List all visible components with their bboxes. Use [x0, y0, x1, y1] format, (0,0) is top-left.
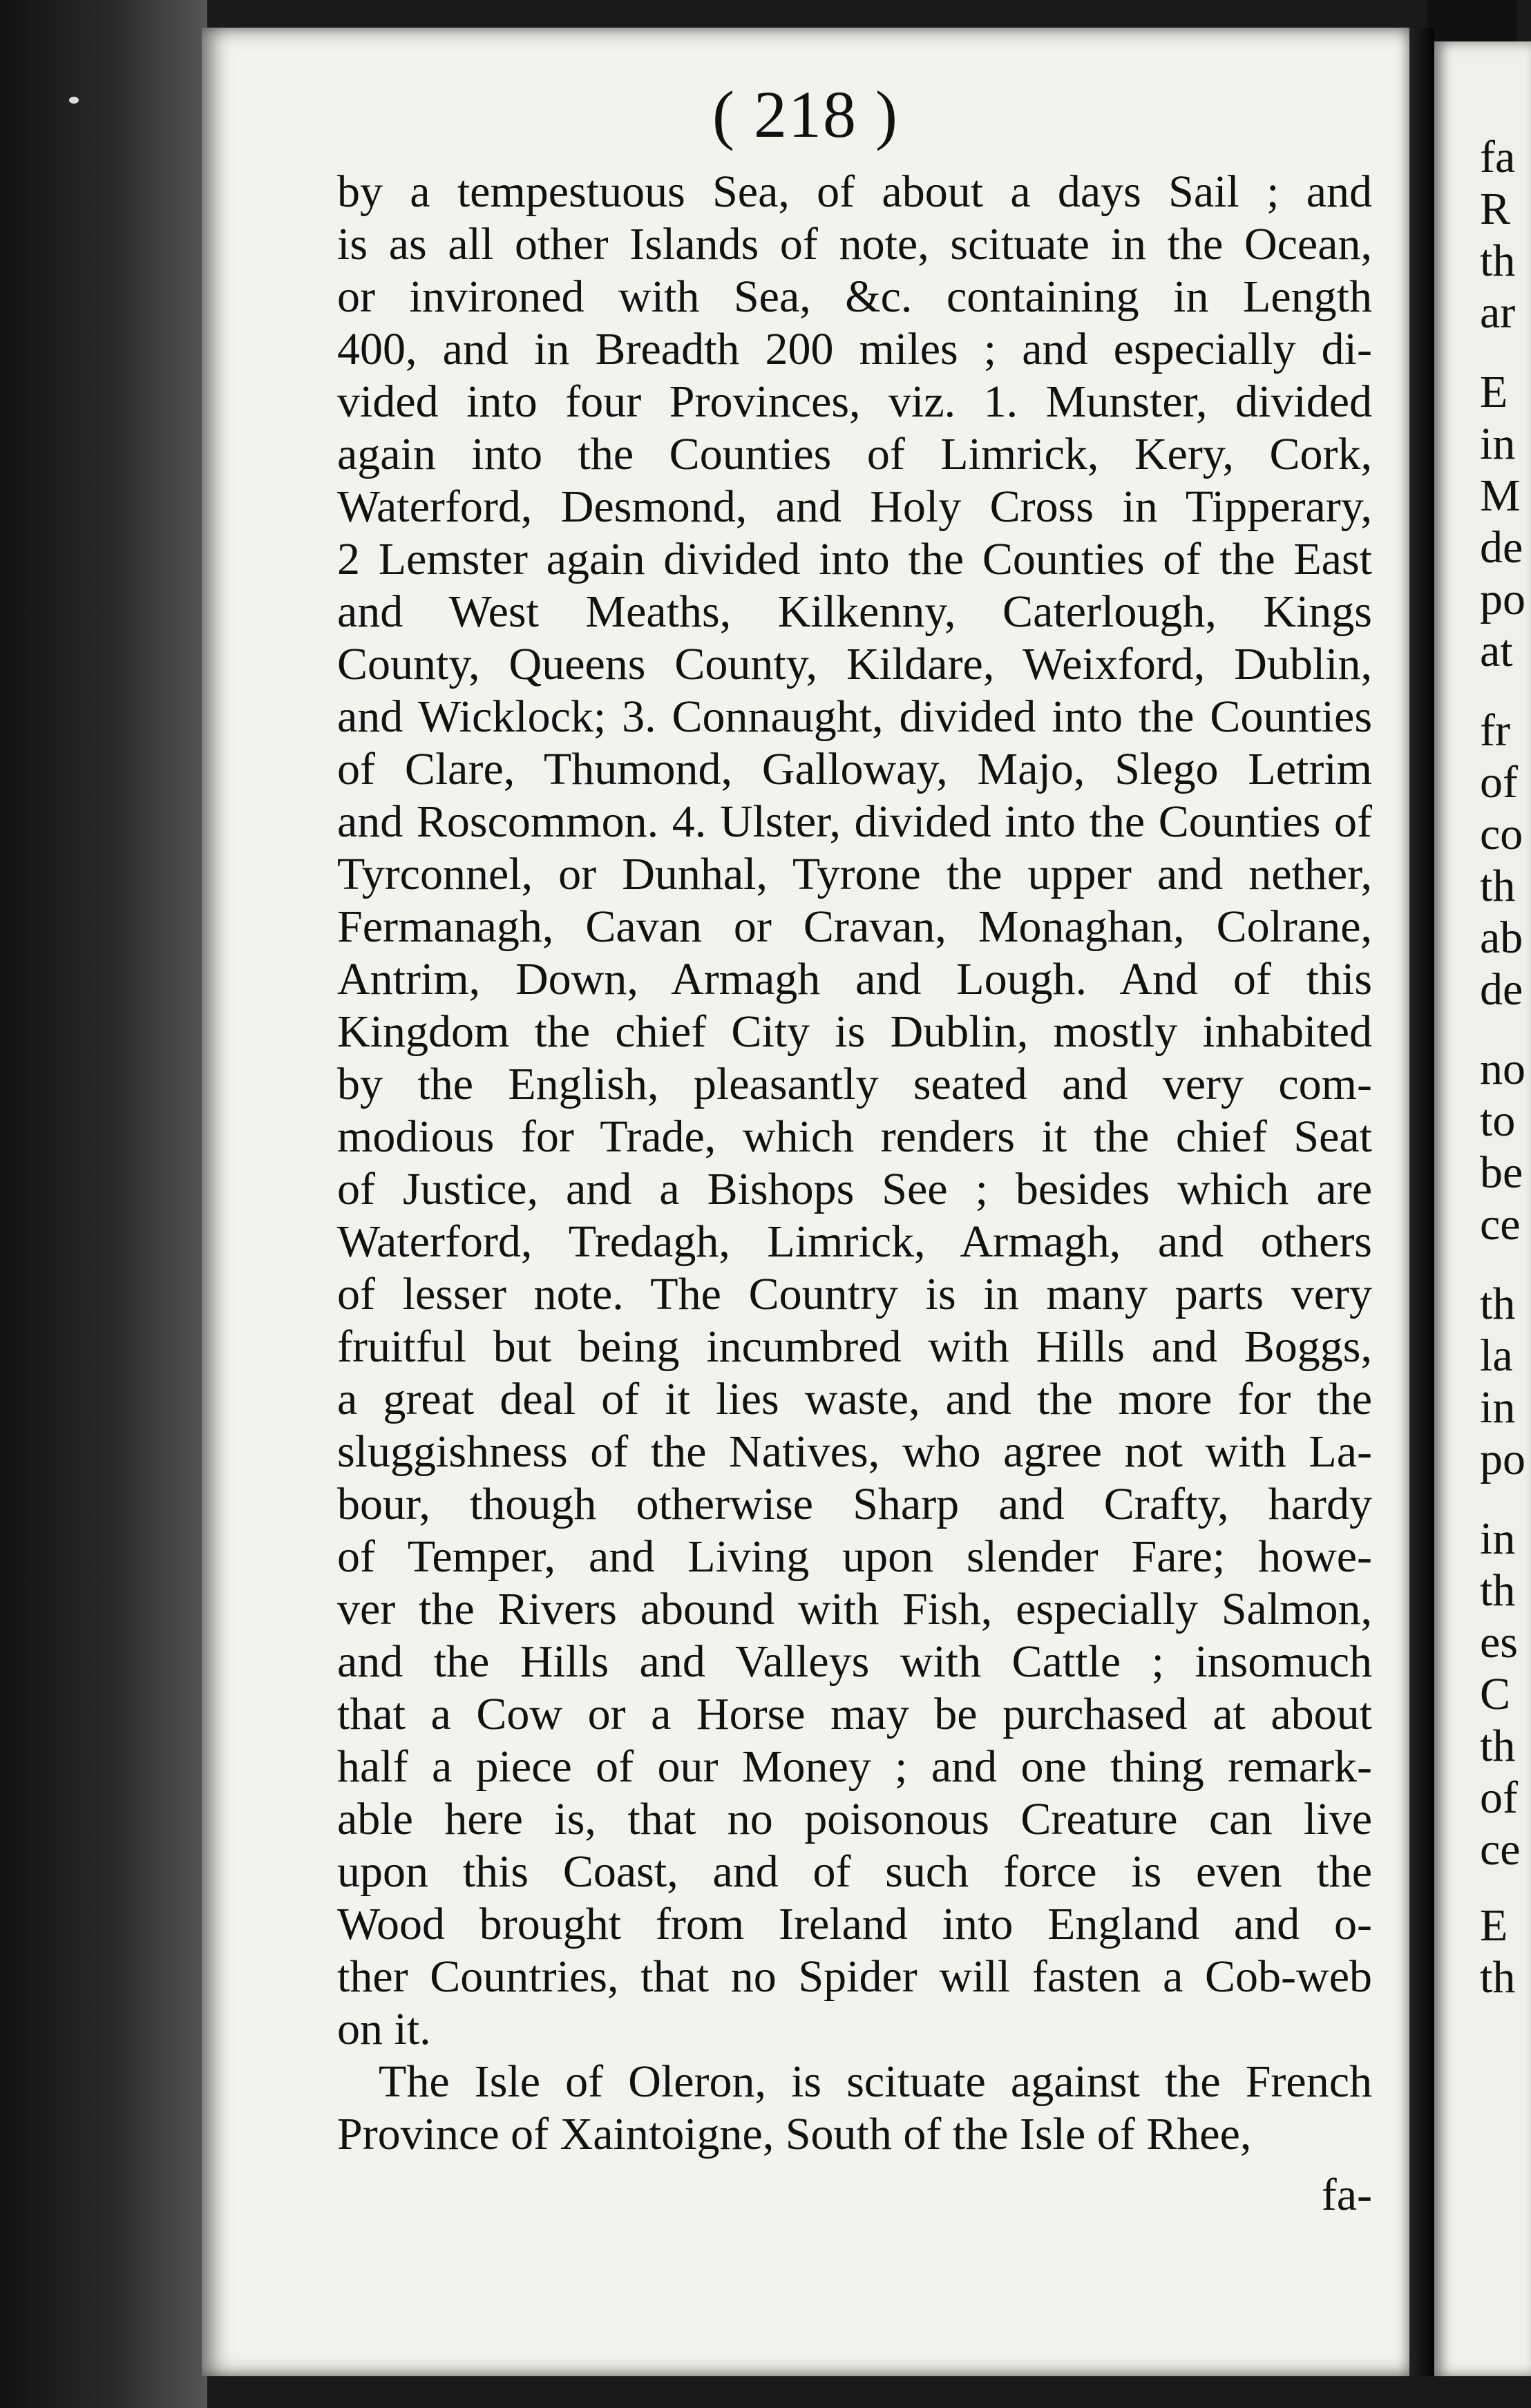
facing-page-fragment: th	[1480, 861, 1516, 911]
text-line: Wood brought from Ireland into England and o-	[337, 1899, 1372, 1949]
facing-page-fragment: be	[1480, 1147, 1523, 1198]
text-line: half a piece of our Money ; and one thing remark-	[337, 1741, 1372, 1792]
facing-page-fragment: of	[1480, 757, 1518, 808]
text-line: or invironed with Sea, &c. containing in Length	[337, 271, 1372, 322]
text-line: and Roscommon. 4. Ulster, divided into the Counties of	[337, 796, 1372, 847]
facing-page-fragment: M	[1480, 470, 1521, 521]
facing-page-fragment: th	[1480, 1565, 1516, 1616]
facing-page-fragment: th	[1480, 1952, 1516, 2003]
facing-page-fragment: po	[1480, 1434, 1525, 1484]
facing-page-fragment: la	[1480, 1330, 1513, 1381]
text-line: is as all other Islands of note, scituate in the Ocean,	[337, 219, 1372, 269]
text-line: Tyrconnel, or Dunhal, Tyrone the upper and nether,	[337, 849, 1372, 899]
facing-page-fragment: th	[1480, 236, 1516, 286]
page-number: ( 218 )	[712, 77, 899, 151]
facing-page-fragment: in	[1480, 1382, 1516, 1433]
text-line: Fermanagh, Cavan or Cravan, Monaghan, Colrane,	[337, 901, 1372, 952]
facing-page-fragment: ab	[1480, 912, 1523, 963]
text-line: of Temper, and Living upon slender Fare; howe-	[337, 1531, 1372, 1582]
text-line: of Justice, and a Bishops See ; besides which are	[337, 1164, 1372, 1214]
text-line: on it.	[337, 2004, 431, 2054]
facing-page-fragment: of	[1480, 1772, 1518, 1823]
text-line: Province of Xaintoigne, South of the Isle of Rhee,	[337, 2109, 1252, 2159]
dust-speck	[69, 97, 79, 104]
facing-page-fragment: in	[1480, 419, 1516, 469]
text-line: of Clare, Thumond, Galloway, Majo, Slego Letrim	[337, 744, 1372, 794]
text-line: fruitful but being incumbred with Hills and Boggs,	[337, 1321, 1372, 1372]
facing-page-edge	[1434, 41, 1531, 2376]
body-text	[337, 166, 1372, 2161]
text-line: Kingdom the chief City is Dublin, mostly inhabited	[337, 1006, 1372, 1057]
scan-corner	[1427, 0, 1517, 41]
text-line: again into the Counties of Limrick, Kery, Cork,	[337, 429, 1372, 479]
facing-page-fragment: ce	[1480, 1824, 1521, 1875]
facing-page-fragment: C	[1480, 1669, 1511, 1719]
facing-page-fragment: th	[1480, 1279, 1516, 1329]
facing-page-fragment: ce	[1480, 1199, 1521, 1250]
facing-page-fragment: in	[1480, 1513, 1516, 1564]
facing-page-fragment: th	[1480, 1721, 1516, 1771]
facing-page-fragment: E	[1480, 1900, 1508, 1951]
text-line: and West Meaths, Kilkenny, Caterlough, Kings	[337, 586, 1372, 637]
text-line: ther Countries, that no Spider will fasten a Cob-web	[337, 1951, 1372, 2002]
text-line: upon this Coast, and of such force is even the	[337, 1846, 1372, 1897]
facing-page-fragment: no	[1480, 1044, 1525, 1094]
text-line: Waterford, Desmond, and Holy Cross in Tipperary,	[337, 481, 1372, 532]
text-line: 2 Lemster again divided into the Counties of the East	[337, 534, 1372, 584]
text-line: County, Queens County, Kildare, Weixford, Dublin,	[337, 639, 1372, 689]
text-line: modious for Trade, which renders it the chief Seat	[337, 1111, 1372, 1162]
text-line: vided into four Provinces, viz. 1. Munster, divided	[337, 376, 1372, 427]
book-page	[202, 28, 1409, 2376]
facing-page-fragment: fr	[1480, 705, 1510, 756]
text-line: and the Hills and Valleys with Cattle ; insomuch	[337, 1636, 1372, 1687]
text-line: sluggishness of the Natives, who agree not with La-	[337, 1426, 1372, 1477]
facing-page-fragment: po	[1480, 574, 1525, 624]
text-line: by the English, pleasantly seated and very com-	[337, 1059, 1372, 1109]
catchword: fa-	[1321, 2170, 1372, 2220]
text-line: Waterford, Tredagh, Limrick, Armagh, and others	[337, 1216, 1372, 1267]
text-line: bour, though otherwise Sharp and Crafty, hardy	[337, 1479, 1372, 1529]
text-line: The Isle of Oleron, is scituate against the French	[379, 2056, 1372, 2107]
facing-page-fragment: R	[1480, 184, 1511, 234]
text-line: able here is, that no poisonous Creature can live	[337, 1794, 1372, 1844]
facing-page-fragment: de	[1480, 964, 1523, 1015]
page-gutter	[1409, 28, 1434, 2376]
text-line: of lesser note. The Country is in many parts very	[337, 1269, 1372, 1319]
text-line: that a Cow or a Horse may be purchased at about	[337, 1689, 1372, 1739]
facing-page-fragment: co	[1480, 809, 1523, 859]
facing-page-fragment: E	[1480, 367, 1508, 417]
facing-page-fragment: to	[1480, 1096, 1516, 1146]
text-line: 400, and in Breadth 200 miles ; and especially di-	[337, 324, 1372, 374]
text-line: ver the Rivers abound with Fish, especially Salmon,	[337, 1584, 1372, 1634]
facing-page-fragment: fa	[1480, 132, 1516, 182]
facing-page-fragment: at	[1480, 626, 1513, 676]
text-line: by a tempestuous Sea, of about a days Sail ; and	[337, 166, 1372, 217]
facing-page-fragment: es	[1480, 1617, 1518, 1668]
facing-page-fragment: de	[1480, 522, 1523, 573]
facing-page-fragment: ar	[1480, 287, 1516, 338]
text-line: and Wicklock; 3. Connaught, divided into the Counties	[337, 691, 1372, 742]
text-line: a great deal of it lies waste, and the more for the	[337, 1374, 1372, 1424]
text-line: Antrim, Down, Armagh and Lough. And of this	[337, 954, 1372, 1004]
binding-shadow	[0, 0, 207, 2408]
